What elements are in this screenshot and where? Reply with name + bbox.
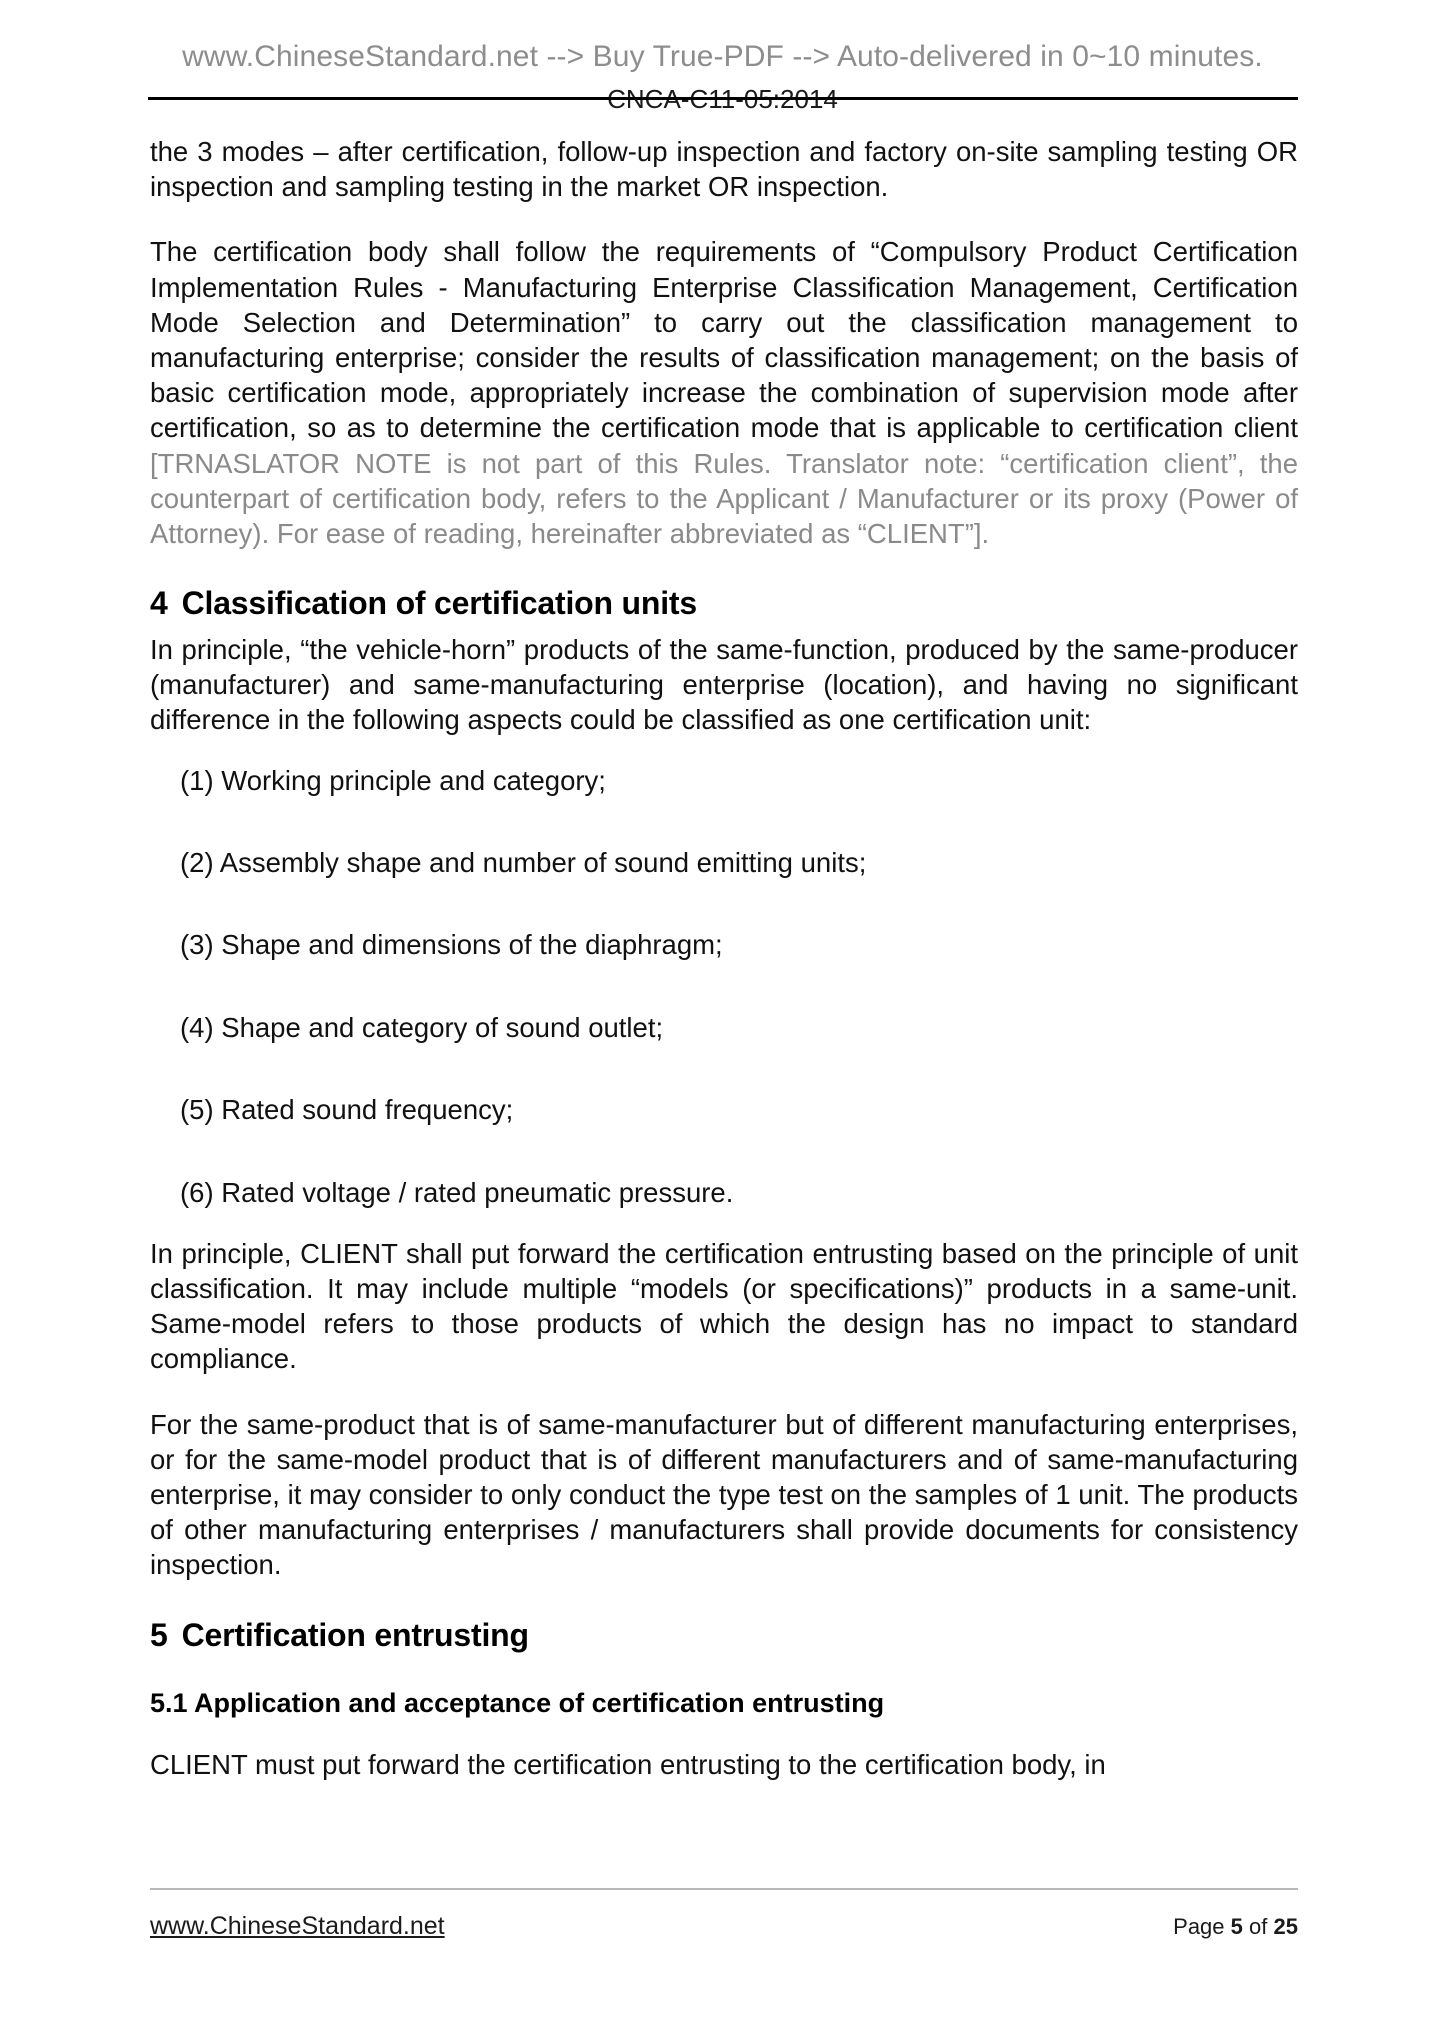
heading-section-5 [150,1617,1298,1654]
heading-section-5-title: Certification entrusting [181,1616,529,1653]
page-footer [150,1888,1298,1941]
paragraph-client-must: CLIENT must put forward the certification entrusting to the certification body, in [150,1748,1106,1780]
promo-banner: www.ChineseStandard.net --> Buy True-PDF --> Auto-delivered in 0~10 minutes. [182,40,1263,73]
translator-note: [TRNASLATOR NOTE is not part of this Rules. Translator note: “certification client”, the counterpart of certification body, refers to the Applicant / Manufacturer or its proxy (Power of Attorney). For ease of reading, hereinafter abbreviated as “CLIENT”]. [150,447,1298,549]
heading-section-4-title: Classification of certification units [181,585,697,622]
heading-section-4 [150,585,1298,622]
standard-code: CNCA-C11-05:2014 [607,84,838,114]
footer-site-link[interactable]: www.ChineseStandard.net [150,1912,445,1940]
header-divider [148,97,1298,100]
page-of: of [1249,1914,1268,1939]
paragraph-client-entrusting: In principle, CLIENT shall put forward the certification entrusting based on the principle of unit classification. It may include multiple “models (or specifications)” products in a same-unit. Same-model refers to those products of which the design has no impact to standard compliance. [150,1237,1298,1375]
paragraph-same-product: For the same-product that is of same-manufacturer but of different manufacturing enterprises, or for the same-model product that is of different manufacturers and of same-manufacturing enterprise, it may consider to only conduct the type test on the samples of 1 unit. The products of other manufacturing enterprises / manufacturers shall provide documents for consistency inspection. [150,1408,1298,1581]
footer-divider [150,1888,1298,1890]
list-item: (5) Rated sound frequency; [180,1094,514,1126]
unit-criteria-list [150,764,1298,1210]
paragraph-unit-principle: In principle, “the vehicle-horn” products of the same-function, produced by the same-producer (manufacturer) and same-manufacturing enterprise (location), and having no significant difference in the following aspects could be classified as one certification unit: [150,634,1298,736]
page-label: Page [1173,1914,1225,1939]
page-current: 5 [1230,1914,1243,1939]
list-item: (1) Working principle and category; [180,764,606,796]
heading-section-5-1: 5.1 Application and acceptance of certification entrusting [150,1687,885,1718]
page-number-indicator [1173,1914,1298,1940]
list-item: (3) Shape and dimensions of the diaphragm; [180,929,723,961]
paragraph-certification-body [150,234,1298,551]
paragraph-certification-body-main: The certification body shall follow the requirements of “Compulsory Product Certification Implementation Rules - Manufacturing Enterprise Classification Management, Certification Mode Selection and Determination” to carry out the classification management to manufacturing enterprise; consider the results of classification management; on the basis of basic certification mode, appropriately increase the combination of supervision mode after certification, so as to determine the certification mode that is applicable to certification client [150,236,1298,444]
paragraph-modes: the 3 modes – after certification, follow-up inspection and factory on-site sampling testing OR inspection and sampling testing in the market OR inspection. [150,136,1298,203]
list-item: (4) Shape and category of sound outlet; [180,1011,664,1043]
heading-section-5-number: 5 [150,1616,168,1653]
heading-section-4-number: 4 [150,585,168,622]
list-item: (6) Rated voltage / rated pneumatic pressure. [180,1176,734,1208]
footer-row [150,1912,1298,1941]
list-item: (2) Assembly shape and number of sound emitting units; [180,847,867,878]
document-body [150,134,1298,1812]
page-total: 25 [1273,1914,1298,1939]
